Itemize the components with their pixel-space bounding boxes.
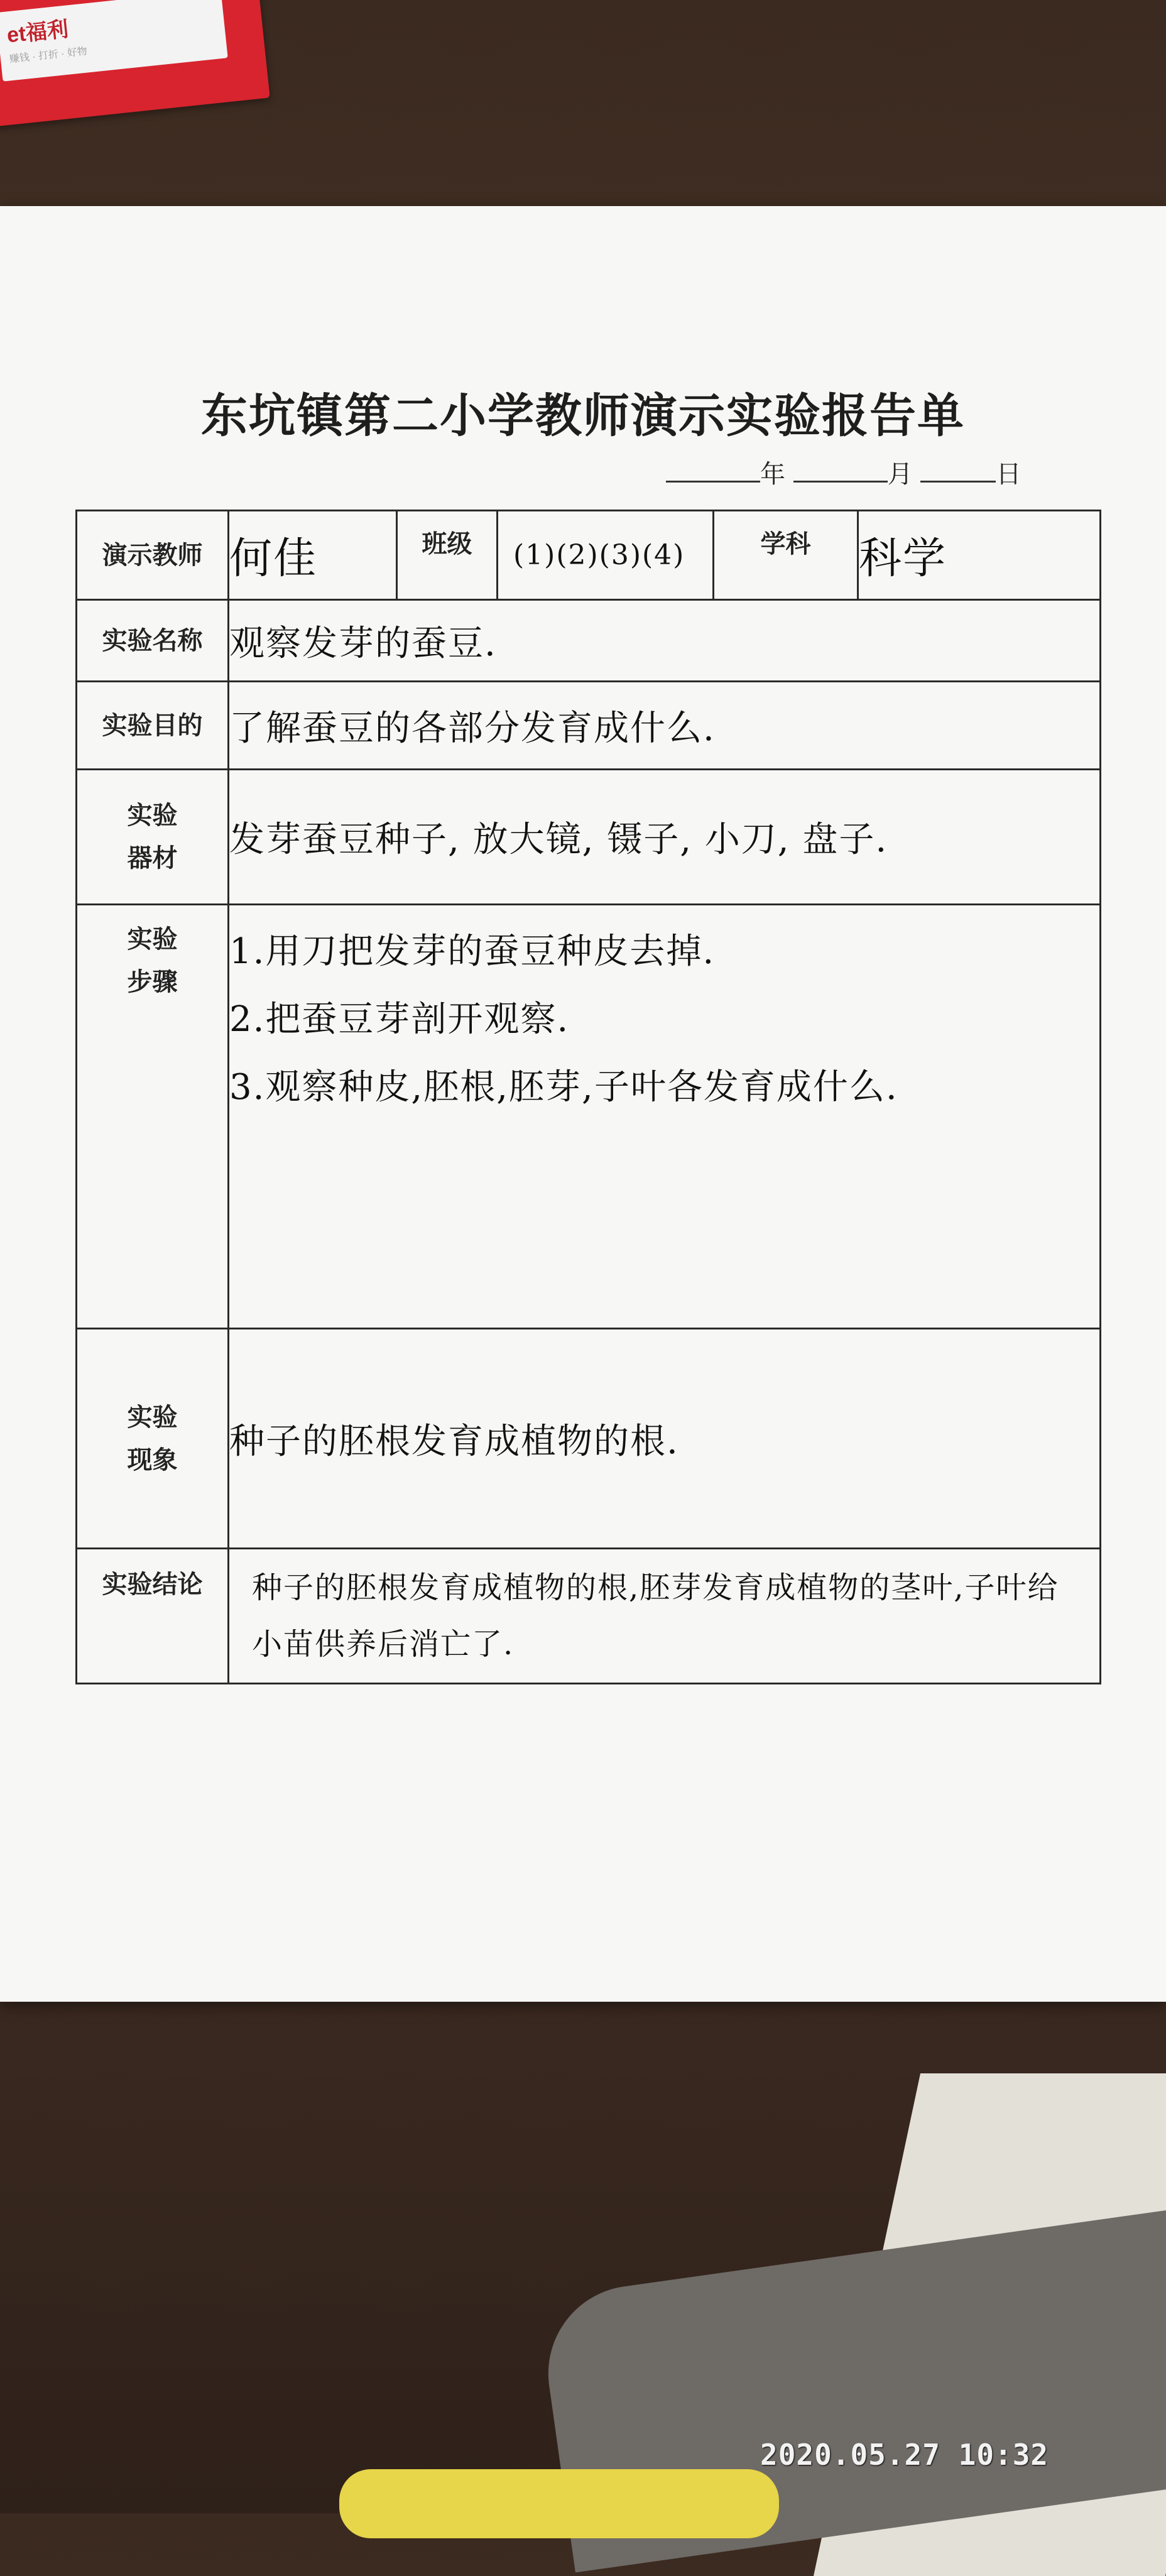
conclusion-line2: 小苗供养后消亡了. <box>252 1627 515 1662</box>
steps-list <box>229 905 1101 1329</box>
name-value: 观察发芽的蚕豆. <box>229 600 1101 682</box>
name-row <box>77 600 1101 682</box>
card-brand: et福利 <box>6 17 70 48</box>
materials-value: 发芽蚕豆种子, 放大镜, 镊子, 小刀, 盘子. <box>229 770 1101 905</box>
class-label: 班级 <box>397 511 498 600</box>
conclusion-value <box>229 1549 1101 1684</box>
conclusion-line1: 种子的胚根发育成植物的根,胚芽发育成植物的茎叶,子叶给 <box>252 1570 1059 1605</box>
phenomenon-label <box>77 1329 229 1549</box>
phenomenon-row <box>77 1329 1101 1549</box>
name-label: 实验名称 <box>77 600 229 682</box>
red-card <box>0 0 270 128</box>
materials-label-line2: 器材 <box>127 844 178 873</box>
purpose-label: 实验目的 <box>77 682 229 770</box>
date-line <box>666 454 1021 490</box>
subject-value: 科学 <box>858 511 1101 600</box>
materials-label <box>77 770 229 905</box>
header-row <box>77 511 1101 600</box>
page-title: 东坑镇第二小学教师演示实验报告单 <box>201 389 965 443</box>
month-label: 月 <box>887 460 913 489</box>
photo-timestamp: 2020.05.27 10:32 <box>760 2438 1049 2472</box>
purpose-value: 了解蚕豆的各部分发育成什么. <box>229 682 1101 770</box>
purpose-row <box>77 682 1101 770</box>
month-blank <box>793 461 888 483</box>
subject-label: 学科 <box>714 511 858 600</box>
step-item: 2.把蚕豆芽剖开观察. <box>229 999 570 1040</box>
materials-label-line1: 实验 <box>127 801 178 830</box>
step-item: 1.用刀把发芽的蚕豆种皮去掉. <box>229 931 716 972</box>
phenomenon-label-line2: 现象 <box>127 1445 178 1475</box>
steps-label-line2: 步骤 <box>127 968 178 996</box>
steps-label-line1: 实验 <box>127 925 178 954</box>
year-blank <box>666 461 760 483</box>
teacher-value: 何佳 <box>229 511 397 600</box>
day-label: 日 <box>996 460 1022 489</box>
teacher-label: 演示教师 <box>77 511 229 600</box>
conclusion-row <box>77 1549 1101 1684</box>
class-value: (1)(2)(3)(4) <box>498 511 714 600</box>
report-sheet <box>0 206 1166 2002</box>
yellow-object <box>339 2469 779 2538</box>
day-blank <box>920 461 996 483</box>
report-table <box>75 510 1101 1684</box>
conclusion-label: 实验结论 <box>77 1549 229 1684</box>
step-item: 3.观察种皮,胚根,胚芽,子叶各发育成什么. <box>229 1067 898 1108</box>
phenomenon-value: 种子的胚根发育成植物的根. <box>229 1329 1101 1549</box>
year-label: 年 <box>760 460 785 489</box>
card-subtext: 赚钱 · 打折 · 好物 <box>9 46 88 65</box>
materials-row <box>77 770 1101 905</box>
phenomenon-label-line1: 实验 <box>127 1402 178 1432</box>
steps-label <box>77 905 229 1329</box>
steps-row <box>77 905 1101 1329</box>
card-label <box>0 0 228 82</box>
